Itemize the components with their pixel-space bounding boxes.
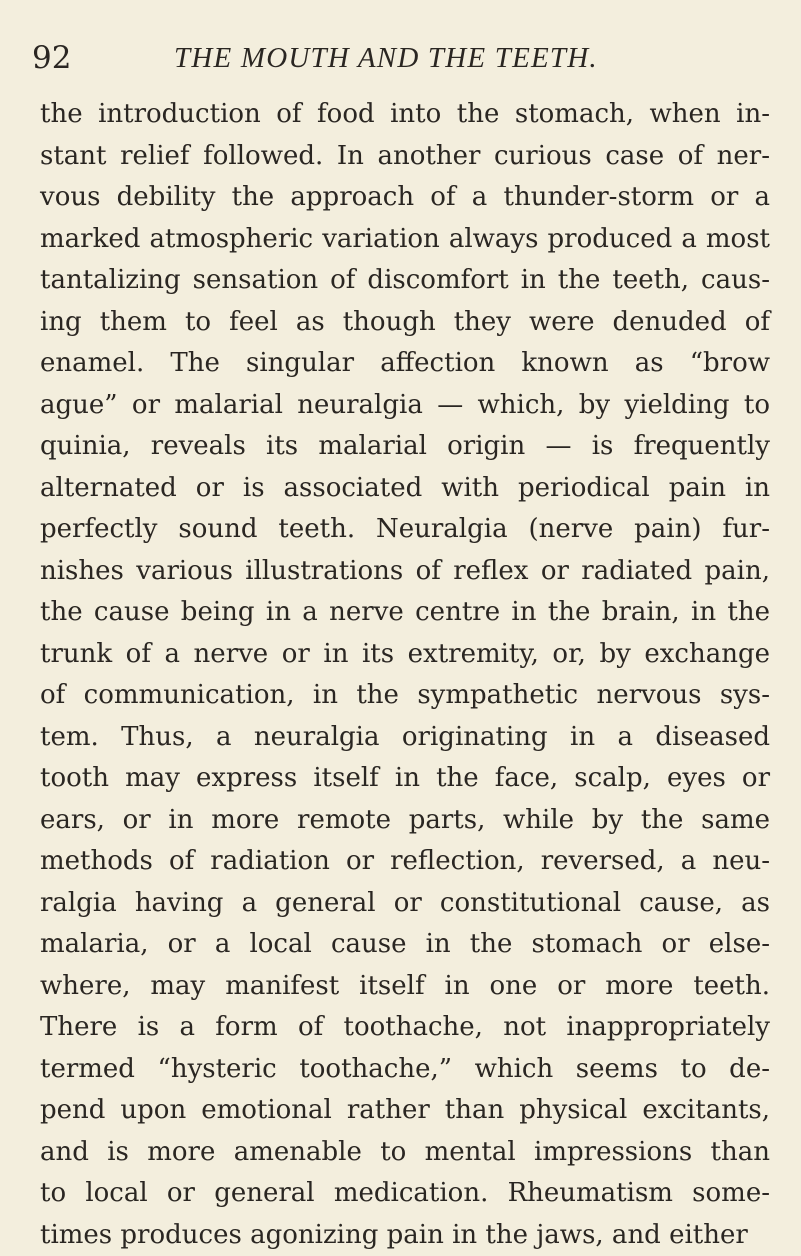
text-line: tem. Thus, a neuralgia originating in a diseased [40,717,770,759]
text-line: perfectly sound teeth. Neuralgia (nerve pain) fur- [40,509,770,551]
text-line: of communication, in the sympathetic nervous sys- [40,675,770,717]
text-line: vous debility the approach of a thunder-storm or a [40,177,770,219]
text-line: and is more amenable to mental impressions than [40,1132,770,1174]
text-line: trunk of a nerve or in its extremity, or, by exchange [40,634,770,676]
text-line: methods of radiation or reflection, reversed, a neu- [40,841,770,883]
text-line: ague” or malarial neuralgia — which, by yielding to [40,385,770,427]
text-line: There is a form of toothache, not inappropriately [40,1007,770,1049]
text-line: times produces agonizing pain in the jaws, and either [40,1215,770,1256]
text-line: alternated or is associated with periodical pain in [40,468,770,510]
text-line: stant relief followed. In another curious case of ner- [40,136,770,178]
text-line: pend upon emotional rather than physical excitants, [40,1090,770,1132]
text-line: tantalizing sensation of discomfort in the teeth, caus- [40,260,770,302]
running-head [32,38,772,78]
text-line: quinia, reveals its malarial origin — is frequently [40,426,770,468]
text-line: where, may manifest itself in one or more teeth. [40,966,770,1008]
text-line: tooth may express itself in the face, scalp, eyes or [40,758,770,800]
text-line: the introduction of food into the stomach, when in- [40,94,770,136]
running-title: THE MOUTH AND THE TEETH. [174,38,598,78]
text-line: nishes various illustrations of reflex or radiated pain, [40,551,770,593]
body-text [40,94,770,1256]
text-line: to local or general medication. Rheumatism some- [40,1173,770,1215]
text-line: enamel. The singular affection known as “brow [40,343,770,385]
text-line: malaria, or a local cause in the stomach or else- [40,924,770,966]
text-line: termed “hysteric toothache,” which seems to de- [40,1049,770,1091]
text-line: marked atmospheric variation always produced a most [40,219,770,261]
page-number: 92 [32,38,71,78]
text-line: ralgia having a general or constitutional cause, as [40,883,770,925]
text-line: ears, or in more remote parts, while by the same [40,800,770,842]
text-line: the cause being in a nerve centre in the brain, in the [40,592,770,634]
text-line: ing them to feel as though they were denuded of [40,302,770,344]
